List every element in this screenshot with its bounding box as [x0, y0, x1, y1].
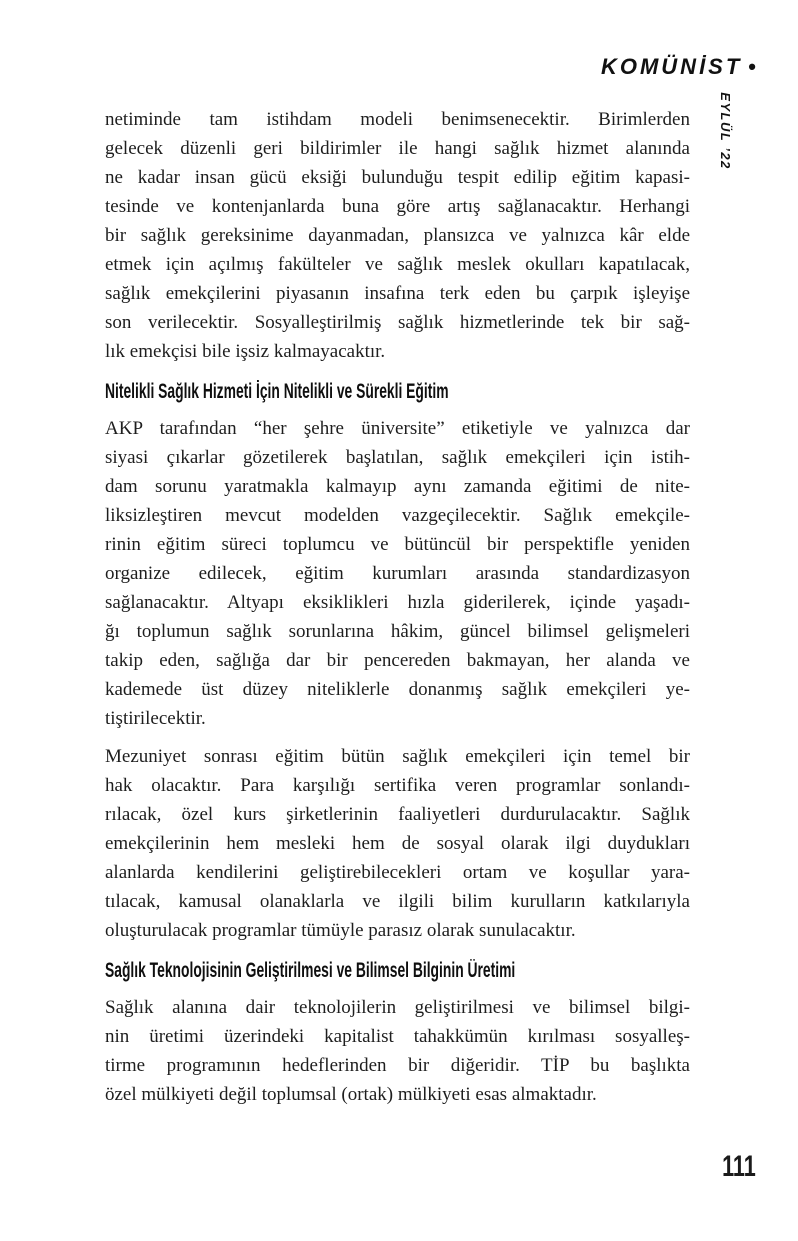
page-number: 111 [722, 1150, 756, 1183]
content [105, 105, 690, 1118]
text-line: tirme programının hedeflerinden bir diğeridir. TİP bu başlıkta [105, 1055, 690, 1076]
text-line: takip eden, sağlığa dar bir pencereden bakmayan, her alanda ve [105, 650, 690, 671]
text-line: tesinde ve kontenjanlarda buna göre artış sağlanacaktır. Herhangi [105, 196, 690, 217]
text-line: rinin eğitim süreci toplumcu ve bütüncül bir perspektifle yeniden [105, 534, 690, 555]
section-heading-text: Sağlık Teknolojisinin Geliştirilmesi ve Bilimsel Bilginin Üretimi [105, 959, 516, 982]
text-line: oluşturulacak programlar tümüyle parasız olarak sunulacaktır. [105, 920, 576, 941]
text-line: Mezuniyet sonrası eğitim bütün sağlık emekçileri için temel bir [105, 746, 690, 767]
text-line: siyasi çıkarlar gözetilerek başlatılan, sağlık emekçileri için istih- [105, 447, 690, 468]
text-line: özel mülkiyeti değil toplumsal (ortak) mülkiyeti esas almaktadır. [105, 1084, 597, 1105]
text-line: emekçilerinin hem mesleki hem de sosyal olarak ilgi duydukları [105, 833, 690, 854]
text-line: lık emekçisi bile işsiz kalmayacaktır. [105, 341, 386, 362]
text-line: netiminde tam istihdam modeli benimsenecektir. Birimlerden [105, 109, 690, 130]
text-line: nin üretimi üzerindeki kapitalist tahakkümün kırılması sosyalleş- [105, 1026, 690, 1047]
text-line: Sağlık alanına dair teknolojilerin geliştirilmesi ve bilimsel bilgi- [105, 997, 690, 1018]
text-line: gelecek düzenli geri bildirimler ile hangi sağlık hizmet alanında [105, 138, 690, 159]
text-line: alanlarda kendilerini geliştirebilecekleri ortam ve koşullar yara- [105, 862, 690, 883]
text-line: sağlık emekçilerini piyasanın insafına terk eden bu çarpık işleyişe [105, 283, 690, 304]
text-line: sağlanacaktır. Altyapı eksiklikleri hızla giderilerek, içinde yaşadı- [105, 592, 690, 613]
text-line: liksizleştiren mevcut modelden vazgeçilecektir. Sağlık emekçile- [105, 505, 690, 526]
magazine-title: KOMÜNİST [600, 54, 743, 79]
masthead [601, 54, 756, 80]
text-line: son verilecektir. Sosyalleştirilmiş sağlık hizmetlerinde tek bir sağ- [105, 312, 690, 333]
text-line: AKP tarafından “her şehre üniversite” etiketiyle ve yalnızca dar [105, 418, 690, 439]
section-heading [105, 377, 690, 407]
text-line: ne kadar insan gücü eksiği bulunduğu tespit edilip eğitim kapasi- [105, 167, 690, 188]
text-line: hak olacaktır. Para karşılığı sertifika veren programlar sonlandı- [105, 775, 690, 796]
paragraph [105, 993, 690, 1109]
text-line: dam sorunu yaratmakla kalmayıp aynı zamanda eğitimi de nite- [105, 476, 690, 497]
text-line: bir sağlık gereksinime dayanmadan, plansızca ve yalnızca kâr elde [105, 225, 690, 246]
paragraph [105, 105, 690, 366]
issue-date-label: EYLÜL ’22 [718, 92, 734, 170]
text-line: tiştirilecektir. [105, 708, 206, 729]
paragraph [105, 414, 690, 733]
text-line: ğı toplumun sağlık sorunlarına hâkim, güncel bilimsel gelişmeleri [105, 621, 690, 642]
paragraph [105, 742, 690, 945]
issue-date-vertical [718, 91, 734, 171]
text-line: kademede üst düzey niteliklerle donanmış sağlık emekçileri ye- [105, 679, 690, 700]
section-heading [105, 956, 690, 986]
text-line: etmek için açılmış fakülteler ve sağlık meslek okulları kapatılacak, [105, 254, 690, 275]
text-line: rılacak, özel kurs şirketlerinin faaliyetleri durdurulacaktır. Sağlık [105, 804, 690, 825]
section-heading-text: Nitelikli Sağlık Hizmeti İçin Nitelikli ve Sürekli Eğitim [105, 380, 449, 403]
text-line: tılacak, kamusal olanaklarla ve ilgili bilim kurulların katkılarıyla [105, 891, 690, 912]
text-line: organize edilecek, eğitim kurumları arasında standardizasyon [105, 563, 690, 584]
masthead-bullet-icon: • [748, 54, 756, 79]
